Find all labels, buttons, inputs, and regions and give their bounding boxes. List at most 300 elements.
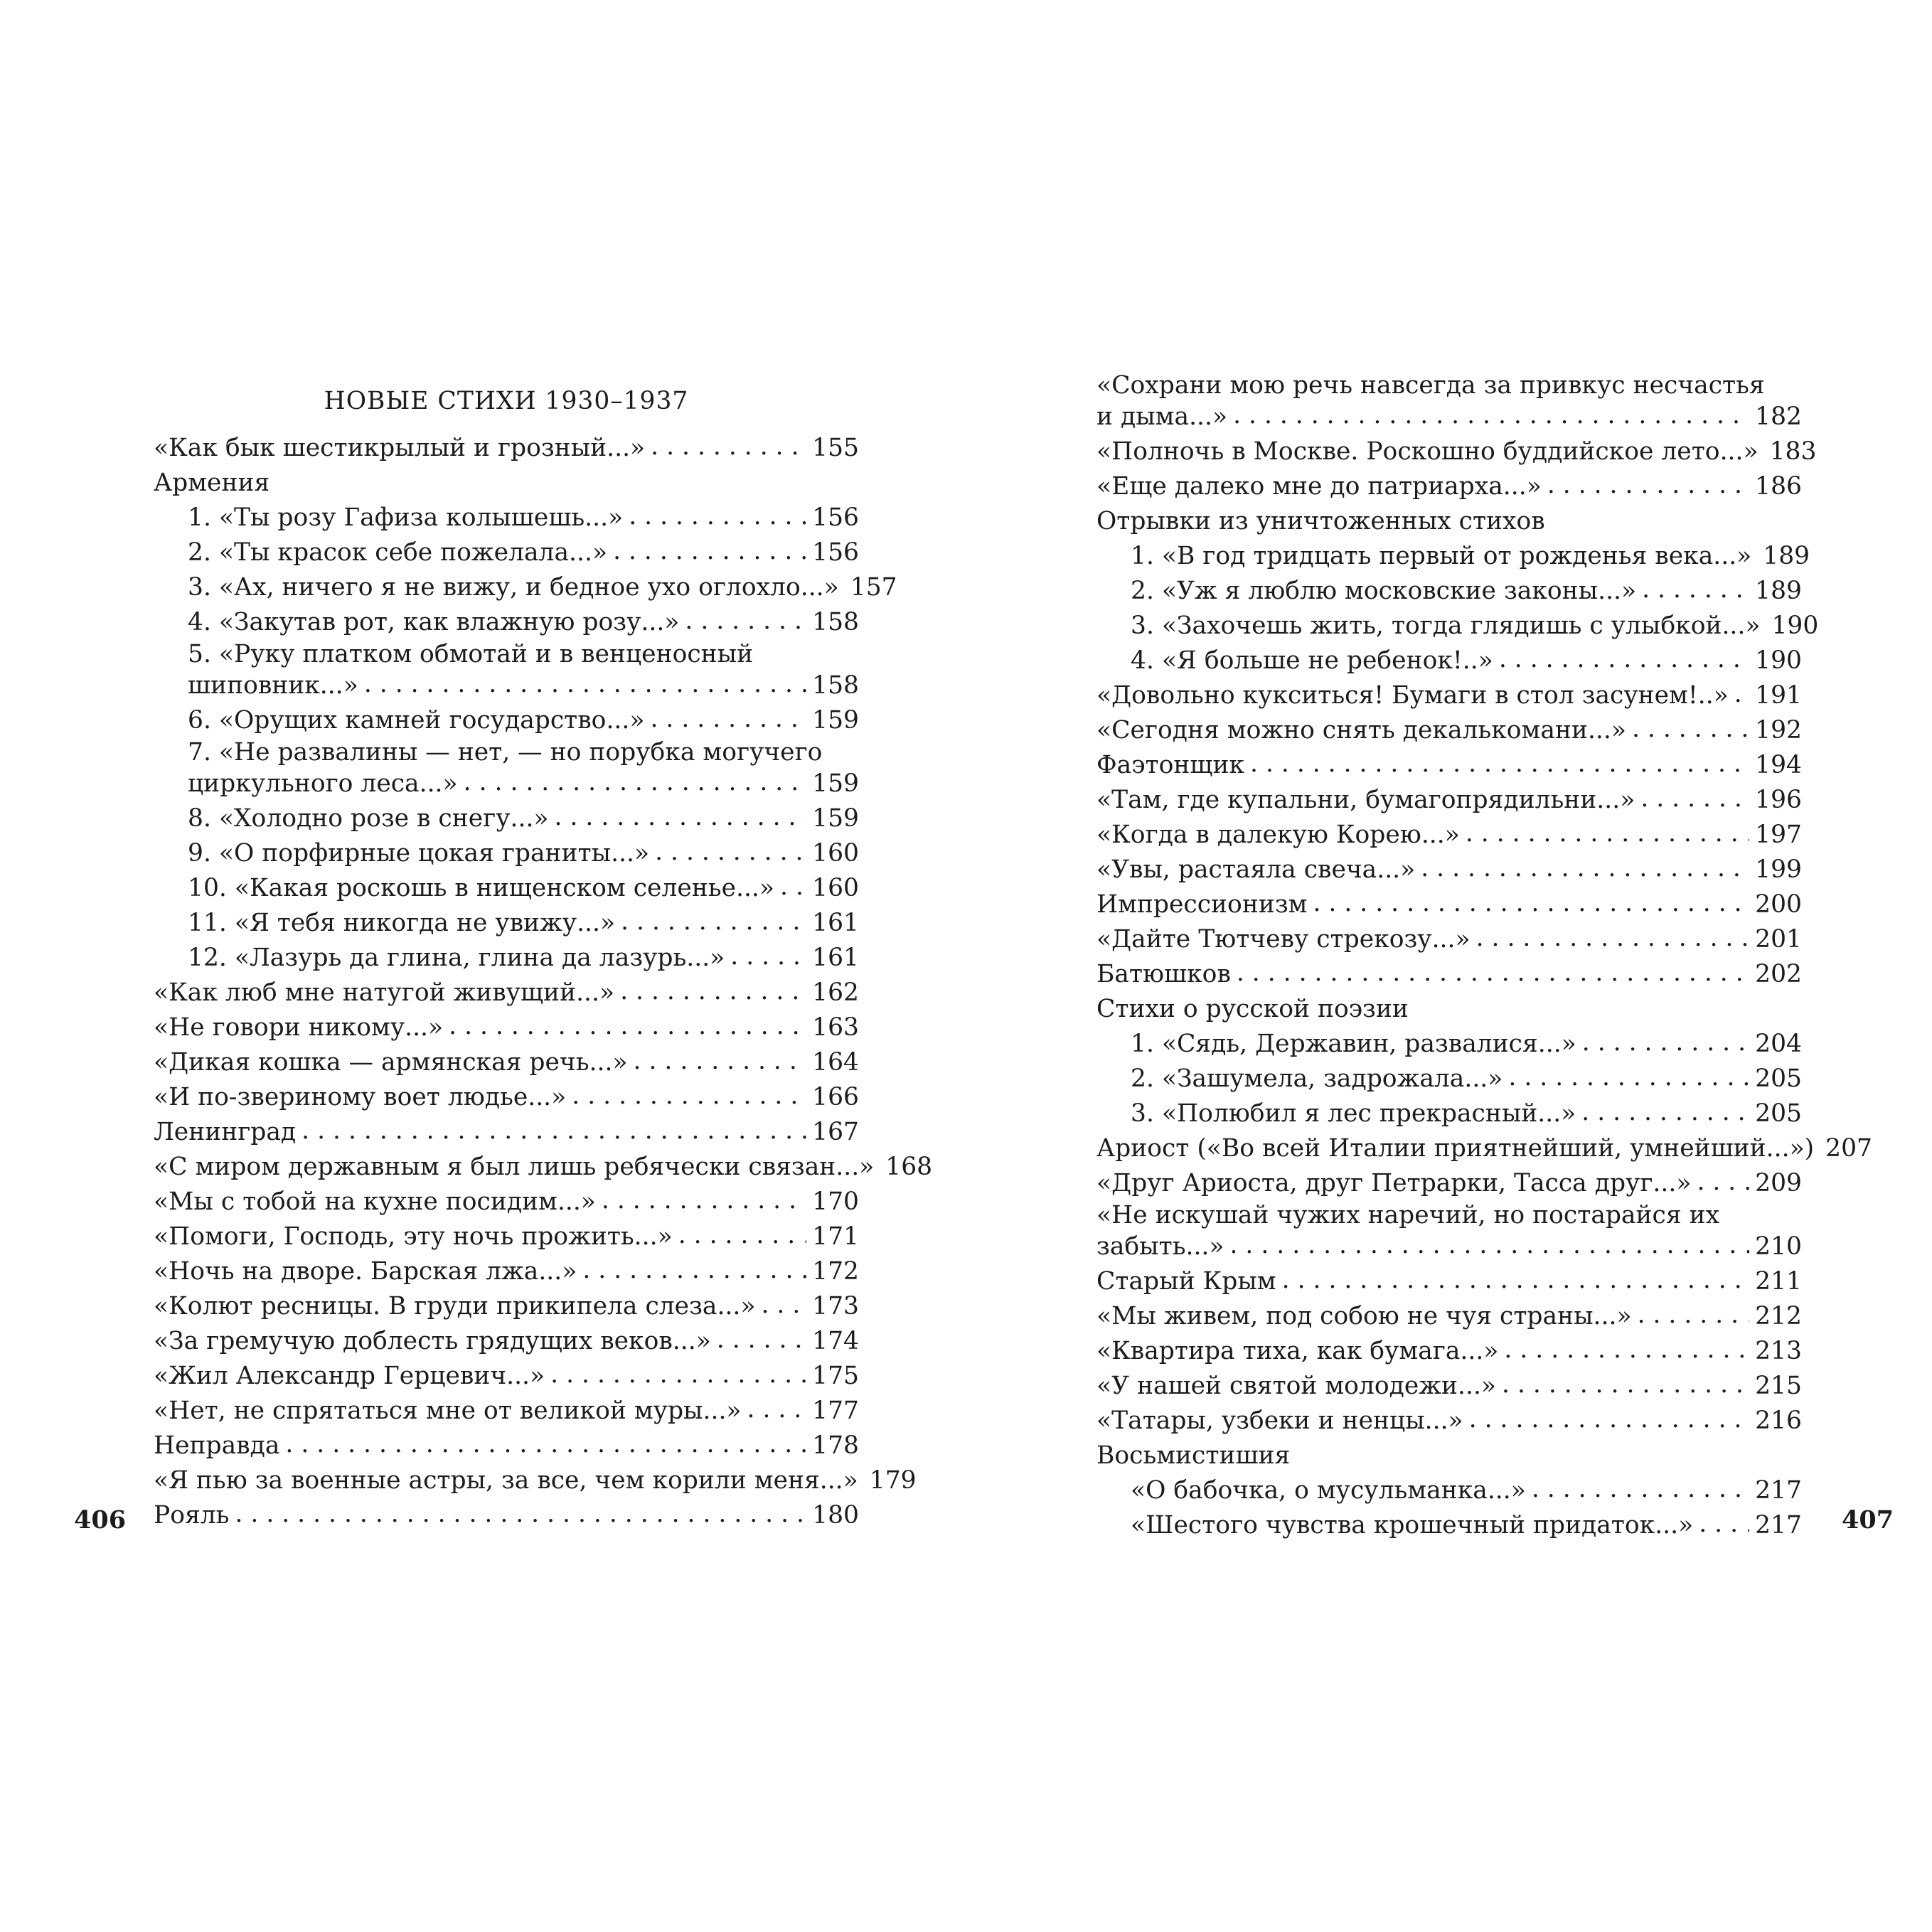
toc-list-left <box>154 431 933 1533</box>
toc-entry-line <box>154 871 859 906</box>
dot-leader <box>1508 1060 1749 1095</box>
toc-entry-title: Армения <box>154 469 270 497</box>
toc-entry-line <box>1096 1062 1802 1096</box>
dot-leader <box>1581 1095 1749 1130</box>
toc-entry <box>1096 818 1802 853</box>
toc-entry-continuation <box>154 668 859 703</box>
toc-entry-line <box>1096 922 1802 957</box>
dot-leader <box>1250 747 1749 781</box>
toc-entry-title: 4. «Закутав рот, как влажную розу...» <box>188 608 680 636</box>
toc-entry-line <box>154 1289 859 1324</box>
toc-entry-line <box>1096 1473 1802 1508</box>
toc-page-number: 172 <box>812 1257 859 1286</box>
toc-page-number: 191 <box>1755 681 1802 710</box>
toc-entry-line <box>1096 783 1802 818</box>
toc-page-number: 175 <box>812 1362 859 1390</box>
toc-page-number: 174 <box>812 1327 859 1355</box>
toc-entry-title: 1. «В год тридцать первый от рожденья века...» <box>1131 542 1752 570</box>
dot-leader <box>1502 1367 1749 1402</box>
toc-entry-title: 4. «Я больше не ребенок!..» <box>1131 646 1493 675</box>
dot-leader <box>620 974 806 1009</box>
dot-leader <box>730 939 806 974</box>
toc-entry <box>1096 992 1802 1027</box>
toc-entry-line <box>1096 1201 1802 1229</box>
toc-entry-line <box>154 1150 933 1185</box>
toc-entry <box>1096 887 1802 922</box>
toc-page-number: 196 <box>1755 786 1802 814</box>
toc-entry-title: «Мы живем, под собою не чуя страны...» <box>1096 1302 1632 1330</box>
dot-leader <box>449 1009 806 1044</box>
toc-entry-line <box>154 1219 859 1254</box>
toc-entry-line <box>154 1429 859 1463</box>
toc-entry-title: «Татары, узбеки и ненцы...» <box>1096 1407 1463 1435</box>
dot-leader <box>1699 1507 1749 1542</box>
toc-page-number: 178 <box>812 1431 859 1460</box>
toc-entry <box>1096 713 1802 748</box>
toc-entry-line <box>1096 1264 1802 1299</box>
section-title: НОВЫЕ СТИХИ 1930–1937 <box>324 387 689 415</box>
toc-page-number: 156 <box>812 503 859 532</box>
toc-entry-title: 12. «Лазурь да глина, глина да лазурь...» <box>188 944 725 972</box>
toc-page-number: 190 <box>1755 646 1802 675</box>
toc-entry-title: 3. «Захочешь жить, тогда глядишь с улыбкой...» <box>1131 612 1761 640</box>
dot-leader <box>1640 781 1749 816</box>
toc-entry-title: «Нет, не спрятаться мне от великой муры...» <box>154 1397 742 1425</box>
dot-leader <box>1532 1472 1749 1507</box>
toc-page-number: 166 <box>812 1083 859 1111</box>
toc-entry <box>154 703 859 738</box>
toc-page-number: 216 <box>1755 1407 1802 1435</box>
toc-entry-line <box>154 1359 859 1394</box>
toc-entry <box>1096 1027 1802 1062</box>
toc-entry <box>154 1185 859 1219</box>
toc-entry <box>1096 748 1802 783</box>
toc-entry-title: «Не искушай чужих наречий, но постарайся их <box>1096 1201 1720 1229</box>
toc-page-number: 161 <box>812 944 859 972</box>
toc-page-number: 173 <box>812 1292 859 1320</box>
toc-entry-line <box>154 1010 859 1045</box>
toc-entry-title: «Квартира тиха, как бумага...» <box>1096 1337 1499 1365</box>
toc-page-number: 202 <box>1755 960 1802 988</box>
toc-page-number: 167 <box>812 1118 859 1146</box>
toc-entry-line <box>1096 504 1802 539</box>
toc-entry-line <box>154 535 859 570</box>
dot-leader <box>613 534 806 569</box>
toc-entry <box>1096 1096 1802 1131</box>
toc-entry-title: «Когда в далекую Корею...» <box>1096 821 1460 849</box>
toc-entry <box>154 801 859 836</box>
toc-entry <box>154 1219 859 1254</box>
toc-entry <box>1096 957 1802 992</box>
toc-entry <box>1096 1264 1802 1299</box>
dot-leader <box>582 1253 806 1288</box>
dot-leader <box>1313 886 1749 921</box>
toc-entry-line <box>1096 1131 1873 1166</box>
toc-entry-continuation <box>154 767 859 801</box>
toc-entry-line <box>1096 887 1802 922</box>
toc-entry-line <box>154 1045 859 1080</box>
toc-entry-line <box>154 976 859 1010</box>
dot-leader <box>364 667 806 702</box>
toc-entry <box>1096 853 1802 887</box>
toc-entry-title: «Там, где купальни, бумагопрядильни...» <box>1096 786 1635 814</box>
toc-entry <box>1096 783 1802 818</box>
toc-page-number: 197 <box>1755 821 1802 849</box>
toc-page-number: 205 <box>1755 1064 1802 1093</box>
toc-entry <box>1096 1404 1802 1439</box>
toc-entry-line <box>154 801 859 836</box>
dot-leader <box>1466 816 1749 851</box>
toc-page-number: 180 <box>812 1501 859 1530</box>
toc-entry <box>154 906 859 941</box>
toc-entry <box>1096 1334 1802 1369</box>
toc-entry-title: Неправда <box>154 1431 280 1460</box>
toc-page-number: 183 <box>1769 437 1817 466</box>
toc-entry <box>1096 1473 1802 1508</box>
toc-entry <box>1096 644 1802 678</box>
toc-entry-line <box>154 605 859 640</box>
toc-entry-line <box>154 431 859 466</box>
toc-entry-line <box>154 501 859 535</box>
toc-entry-line <box>1096 1439 1802 1473</box>
toc-entry-title: «Сегодня можно снять декалькомани...» <box>1096 716 1626 744</box>
toc-page-number: 168 <box>885 1153 933 1181</box>
toc-entry-title: циркульного леса...» <box>188 769 458 798</box>
toc-entry-line <box>1096 713 1802 748</box>
dot-leader <box>655 835 806 870</box>
dot-leader <box>1632 712 1749 747</box>
toc-entry-line <box>154 640 859 668</box>
toc-page-number: 157 <box>850 573 897 602</box>
dot-leader <box>621 904 806 939</box>
toc-entry-line <box>1096 1299 1802 1334</box>
toc-entry-title: «Колют ресницы. В груди прикипела слеза...» <box>154 1292 756 1320</box>
toc-page-number: 194 <box>1755 751 1802 779</box>
toc-page-number: 155 <box>812 434 859 462</box>
toc-entry <box>154 941 859 976</box>
toc-page-number: 162 <box>812 978 859 1007</box>
dot-leader <box>747 1392 807 1427</box>
toc-page-number: 217 <box>1755 1476 1802 1505</box>
dot-leader <box>1237 956 1749 991</box>
toc-entry-title: «Шестого чувства крошечный придаток...» <box>1131 1511 1694 1539</box>
toc-page-number: 182 <box>1755 402 1802 431</box>
toc-entry-line <box>1096 644 1802 678</box>
toc-entry <box>154 1254 859 1289</box>
toc-page-number: 201 <box>1755 925 1802 954</box>
toc-entry-title: 7. «Не развалины — нет, — но порубка могучего <box>188 738 823 767</box>
dot-leader <box>602 1183 806 1218</box>
toc-entry <box>1096 1369 1802 1404</box>
toc-page-number: 179 <box>869 1466 917 1495</box>
toc-page-number: 207 <box>1825 1134 1873 1163</box>
toc-entry-title: Ариост («Во всей Италии приятнейший, умнейший...») <box>1096 1134 1815 1163</box>
dot-leader <box>650 702 806 737</box>
toc-page-number: 160 <box>812 874 859 902</box>
dot-leader <box>1582 1025 1749 1060</box>
dot-leader <box>678 1218 806 1253</box>
toc-page-number: 211 <box>1755 1267 1802 1296</box>
dot-leader <box>634 1044 807 1079</box>
toc-entry-line <box>154 738 859 767</box>
toc-entry-line <box>1096 539 1810 574</box>
toc-entry-title: «Как люб мне натугой живущий...» <box>154 978 615 1007</box>
toc-page-number: 205 <box>1755 1099 1802 1128</box>
toc-entry-title: «Дикая кошка — армянская речь...» <box>154 1048 628 1077</box>
toc-entry-line <box>154 1115 859 1150</box>
toc-entry-title: «Помоги, Господь, эту ночь прожить...» <box>154 1222 673 1251</box>
toc-entry <box>1096 609 1819 644</box>
dot-leader <box>235 1497 806 1532</box>
toc-page-number: 159 <box>812 706 859 735</box>
toc-entry <box>1096 1299 1802 1334</box>
toc-entry <box>1096 1508 1802 1543</box>
toc-entry-line <box>154 1463 917 1498</box>
toc-entry-title: «Ночь на дворе. Барская лжа...» <box>154 1257 577 1286</box>
toc-entry <box>1096 1201 1802 1264</box>
toc-entry-title: «И по-звериному воет людье...» <box>154 1083 567 1111</box>
toc-page-number: 171 <box>812 1222 859 1251</box>
dot-leader <box>1504 1333 1749 1367</box>
toc-entry <box>154 1150 933 1185</box>
dot-leader <box>464 765 807 800</box>
toc-page-number: 215 <box>1755 1372 1802 1400</box>
dot-leader <box>717 1323 806 1357</box>
toc-entry-title: 9. «О порфирные цокая граниты...» <box>188 839 650 868</box>
toc-page-number: 160 <box>812 839 859 868</box>
toc-entry <box>154 1045 859 1080</box>
toc-entry <box>154 1115 859 1150</box>
toc-entry-line <box>154 1080 859 1115</box>
toc-entry <box>1096 504 1802 539</box>
toc-page-number: 210 <box>1755 1232 1802 1261</box>
toc-page-number: 177 <box>812 1397 859 1425</box>
toc-entry-title: Стихи о русской поэзии <box>1096 995 1409 1023</box>
toc-entry-title: «Мы с тобой на кухне посидим...» <box>154 1188 596 1216</box>
toc-entry-line <box>1096 574 1802 609</box>
toc-entry-line <box>154 1394 859 1429</box>
toc-page-number: 212 <box>1755 1302 1802 1330</box>
toc-entry-title: «Друг Ариоста, друг Петрарки, Тасса друг...» <box>1096 1169 1692 1197</box>
dot-leader <box>1547 468 1749 503</box>
toc-entry-title: «Полночь в Москве. Роскошно буддийское лето...» <box>1096 437 1758 466</box>
toc-entry <box>154 605 859 640</box>
toc-entry-title: 3. «Ах, ничего я не вижу, и бедное ухо оглохло...» <box>188 573 839 602</box>
toc-entry <box>154 640 859 703</box>
toc-entry-continuation <box>1096 1229 1802 1264</box>
toc-entry-title: «О бабочка, о мусульманка...» <box>1131 1476 1526 1505</box>
toc-entry-line <box>154 906 859 941</box>
toc-entry-title: 2. «Ты красок себе пожелала...» <box>188 538 608 567</box>
toc-entry <box>154 1359 859 1394</box>
toc-entry-title: «За гремучую доблесть грядущих веков...» <box>154 1327 711 1355</box>
toc-entry-title: Отрывки из уничтоженных стихов <box>1096 507 1545 535</box>
toc-entry <box>154 976 859 1010</box>
toc-page-number: 161 <box>812 909 859 937</box>
toc-page-number: 159 <box>812 804 859 833</box>
toc-entry-line <box>1096 678 1802 713</box>
toc-entry-line <box>1096 1369 1802 1404</box>
toc-entry-line <box>1096 1404 1802 1439</box>
toc-entry-line <box>1096 1508 1802 1543</box>
toc-entry-title: Фаэтонщик <box>1096 751 1245 779</box>
toc-entry <box>154 431 859 466</box>
dot-leader <box>651 429 806 464</box>
toc-entry-title: Батюшков <box>1096 960 1231 988</box>
toc-page-number: 163 <box>812 1013 859 1042</box>
toc-entry <box>1096 539 1810 574</box>
toc-entry-line <box>154 570 897 605</box>
toc-entry <box>1096 574 1802 609</box>
toc-entry <box>154 1463 917 1498</box>
toc-page-number: 200 <box>1755 890 1802 919</box>
toc-entry-line <box>154 1185 859 1219</box>
toc-entry <box>1096 1166 1802 1201</box>
toc-entry-title: «Довольно кукситься! Бумаги в стол засунем!..» <box>1096 681 1729 710</box>
toc-entry <box>154 1010 859 1045</box>
toc-page-number: 186 <box>1755 472 1802 501</box>
toc-entry-title: «Увы, растаяла свеча...» <box>1096 855 1416 884</box>
toc-entry-line <box>1096 1166 1802 1201</box>
toc-entry-title: «Сохрани мою речь навсегда за привкус несчастья <box>1096 371 1765 400</box>
toc-entry-line <box>1096 957 1802 992</box>
toc-entry-title: 11. «Я тебя никогда не увижу...» <box>188 909 616 937</box>
toc-entry <box>154 1394 859 1429</box>
toc-entry <box>154 1324 859 1359</box>
dot-leader <box>1697 1165 1749 1200</box>
page-number-left: 406 <box>74 1505 127 1535</box>
toc-entry-title: Старый Крым <box>1096 1267 1276 1296</box>
toc-entry <box>1096 922 1802 957</box>
toc-entry-line <box>1096 748 1802 783</box>
dot-leader <box>1469 1402 1749 1437</box>
toc-entry-title: «Жил Александр Герцевич...» <box>154 1362 545 1390</box>
toc-page-number: 192 <box>1755 716 1802 744</box>
dot-leader <box>1734 677 1749 712</box>
toc-page-number: 189 <box>1763 542 1810 570</box>
page-number-right: 407 <box>1842 1505 1894 1535</box>
toc-entry-title: 10. «Какая роскошь в нищенском селенье...» <box>188 874 775 902</box>
dot-leader <box>762 1288 807 1323</box>
toc-entry <box>1096 678 1802 713</box>
toc-entry-title: забыть...» <box>1096 1232 1224 1261</box>
toc-entry-line <box>1096 1027 1802 1062</box>
dot-leader <box>1499 642 1749 677</box>
toc-page-number: 204 <box>1755 1030 1802 1058</box>
left-page <box>154 370 933 1533</box>
toc-entry-title: 6. «Орущих камней государство...» <box>188 706 645 735</box>
toc-entry <box>1096 469 1802 504</box>
dot-leader <box>550 1357 806 1392</box>
toc-entry-line <box>154 1254 859 1289</box>
toc-page-number: 170 <box>812 1188 859 1216</box>
toc-entry-title: и дыма...» <box>1096 402 1228 431</box>
toc-entry-title: «У нашей святой молодежи...» <box>1096 1372 1497 1400</box>
toc-entry <box>1096 1062 1802 1096</box>
toc-entry-line <box>1096 609 1819 644</box>
toc-entry-title: «Я пью за военные астры, за все, чем корили меня...» <box>154 1466 858 1495</box>
toc-entry <box>1096 1131 1873 1166</box>
toc-entry-line <box>154 466 859 501</box>
toc-entry <box>154 836 859 871</box>
dot-leader <box>1421 851 1749 886</box>
toc-entry-line <box>1096 434 1817 469</box>
toc-entry-line <box>154 836 859 871</box>
dot-leader <box>285 1427 806 1462</box>
toc-entry-title: «С миром державным я был лишь ребячески связан...» <box>154 1153 875 1181</box>
toc-entry <box>154 1080 859 1115</box>
toc-entry-line <box>1096 818 1802 853</box>
toc-entry-line <box>154 703 859 738</box>
toc-entry <box>154 738 859 801</box>
dot-leader <box>572 1079 806 1114</box>
toc-entry-line <box>1096 853 1802 887</box>
toc-entry-title: 3. «Полюбил я лес прекрасный...» <box>1131 1099 1576 1128</box>
toc-entry-line <box>154 1324 859 1359</box>
toc-page-number: 190 <box>1771 612 1819 640</box>
dot-leader <box>1642 572 1749 607</box>
dot-leader <box>1282 1263 1750 1298</box>
toc-page-number: 156 <box>812 538 859 567</box>
toc-entry-line <box>1096 1334 1802 1369</box>
toc-entry <box>154 1429 859 1463</box>
toc-entry-title: шиповник...» <box>188 671 358 700</box>
toc-entry <box>154 466 859 501</box>
toc-page-number: 159 <box>812 769 859 798</box>
toc-entry-title: 5. «Руку платком обмотай и в венценосный <box>188 640 754 668</box>
toc-entry-title: 2. «Уж я люблю московские законы...» <box>1131 577 1637 605</box>
dot-leader <box>1233 398 1749 433</box>
toc-entry-title: 1. «Сядь, Державин, развалися...» <box>1131 1030 1576 1058</box>
toc-entry <box>1096 371 1802 434</box>
toc-entry-line <box>1096 992 1802 1027</box>
toc-entry-title: «Дайте Тютчеву стрекозу...» <box>1096 925 1471 954</box>
dot-leader <box>555 800 807 835</box>
toc-entry-line <box>154 941 859 976</box>
toc-entry-title: Импрессионизм <box>1096 890 1308 919</box>
toc-entry <box>154 535 859 570</box>
dot-leader <box>1476 921 1750 956</box>
toc-entry-line <box>154 1498 859 1533</box>
dot-leader <box>780 870 806 904</box>
toc-entry-title: 2. «Зашумела, задрожала...» <box>1131 1064 1503 1093</box>
toc-entry-continuation <box>1096 400 1802 434</box>
toc-entry <box>154 1289 859 1324</box>
toc-entry-title: «Не говори никому...» <box>154 1013 444 1042</box>
toc-page-number: 213 <box>1755 1337 1802 1365</box>
toc-entry <box>154 501 859 535</box>
toc-entry <box>154 871 859 906</box>
toc-entry-title: Восьмистишия <box>1096 1441 1291 1470</box>
dot-leader <box>1230 1228 1750 1263</box>
toc-page-number: 217 <box>1755 1511 1802 1539</box>
toc-page-number: 158 <box>812 608 859 636</box>
dot-leader <box>1638 1298 1750 1333</box>
toc-entry <box>154 1498 859 1533</box>
toc-entry <box>154 570 897 605</box>
toc-entry-title: 1. «Ты розу Гафиза колышешь...» <box>188 503 624 532</box>
toc-entry-title: Ленинград <box>154 1118 297 1146</box>
toc-entry <box>1096 434 1817 469</box>
toc-page-number: 158 <box>812 671 859 700</box>
dot-leader <box>685 604 806 639</box>
dot-leader <box>629 499 806 534</box>
toc-entry-title: 8. «Холодно розе в снегу...» <box>188 804 549 833</box>
toc-page-number: 189 <box>1755 577 1802 605</box>
toc-entry-line <box>1096 371 1802 400</box>
dot-leader <box>301 1114 806 1148</box>
toc-entry-title: Рояль <box>154 1501 230 1530</box>
